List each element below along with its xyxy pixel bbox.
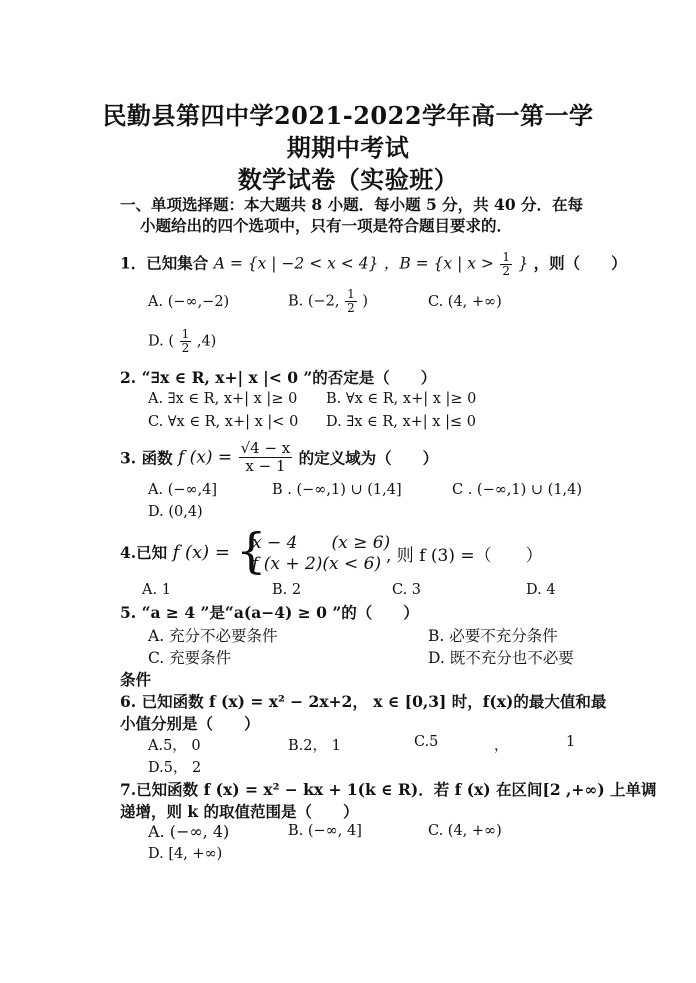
q1-frac-num: 1 — [502, 250, 510, 264]
q1-option-d-num: 1 — [181, 327, 190, 341]
q4-tail: , 则 f (3) =（ ） — [386, 546, 543, 566]
q3-prefix: 3. 函数 — [120, 448, 173, 468]
q7-option-d: D. [4, +∞) — [148, 846, 223, 862]
q6-option-a: A.5， 0 — [148, 738, 201, 754]
q1-option-a: A. (−∞,−2) — [148, 294, 230, 310]
q1-option-b-num: 1 — [347, 287, 355, 301]
section-heading-line-1: 一、单项选择题：本大题共 8 小题．每小题 5 分，共 40 分．在每 — [120, 195, 584, 214]
q6-option-d: D.5， 2 — [148, 760, 202, 776]
q2-option-d: D. ∃x ∈ R, x+| x |≤ 0 — [326, 414, 476, 430]
q4-option-b: B. 2 — [272, 582, 302, 598]
q1-option-d-fraction — [180, 328, 192, 355]
q4-fx: f (x) = — [172, 542, 230, 563]
q4-prefix-text: 4.已知 — [120, 543, 168, 562]
q5-option-b: B. 必要不充分条件 — [428, 627, 558, 645]
title-line-2: 期期中考试 — [286, 133, 410, 162]
q6-option-c-tail: 1 — [566, 734, 576, 750]
q6-stem-line-2: 小值分别是（ ） — [120, 714, 260, 733]
q1-option-c: C. (4, +∞) — [428, 294, 502, 310]
q4-option-a: A. 1 — [142, 582, 171, 598]
q1-option-b-pre: B. (−2, — [288, 293, 340, 310]
q5-option-a: A. 充分不必要条件 — [148, 627, 278, 645]
q3-stem — [120, 440, 438, 475]
q5-option-c: C. 充要条件 — [148, 649, 232, 667]
q3-tail: 的定义域为（ ） — [298, 448, 439, 468]
q7-stem-line-2: 递增，则 k 的取值范围是（ ） — [120, 802, 359, 821]
q1-prefix: 1．已知集合 — [120, 253, 209, 273]
q6-option-b: B.2， 1 — [288, 738, 341, 754]
q6-option-c-comma: ， — [494, 738, 509, 754]
q7-stem-line-1: 7.已知函数 f (x) = x² − kx + 1(k ∈ R)．若 f (x) 在区间[2 ,+∞) 上单调 — [120, 780, 657, 799]
q1-option-b-den: 2 — [347, 301, 355, 315]
q1-set-b-post: } — [518, 254, 529, 273]
q3-numerator: √4 − x — [240, 439, 291, 457]
q3-option-a: A. (−∞,4] — [148, 482, 218, 498]
q1-tail: ，则（ ） — [533, 253, 627, 273]
q1-frac-den: 2 — [502, 264, 510, 278]
q2-stem: 2. “∃x ∈ R, x+| x |< 0 ”的否定是（ ） — [120, 368, 437, 387]
q1-set-a: A = {x | −2 < x < 4} — [213, 254, 379, 273]
q5-option-d: D. 既不充分也不必要 — [428, 649, 574, 667]
q1-stem — [120, 251, 627, 278]
q3-fx: f (x) = — [177, 447, 233, 468]
q4-case-1: x − 4 (x ≥ 6) — [252, 533, 391, 553]
q2-option-c: C. ∀x ∈ R, x+| x |< 0 — [148, 414, 299, 430]
q3-option-b: B . (−∞,1) ∪ (1,4] — [272, 482, 402, 498]
q4-case-2: f (x + 2)(x < 6) — [252, 554, 382, 574]
q2-option-a: A. ∃x ∈ R, x+| x |≥ 0 — [148, 391, 298, 407]
q7-option-c: C. (4, +∞) — [428, 823, 502, 839]
q1-fraction — [500, 251, 512, 278]
q6-stem-line-1: 6. 已知函数 f (x) = x² − 2x+2， x ∈ [0,3] 时，f(x)的最大值和最 — [120, 692, 607, 711]
section-heading-line-2: 小题给出的四个选项中，只有一项是符合题目要求的． — [140, 216, 513, 235]
q1-option-b-fraction — [345, 288, 357, 315]
q4-prefix — [120, 541, 230, 563]
title-line-1: 民勤县第四中学2021-2022学年高一第一学 — [102, 101, 594, 130]
q7-option-b: B. (−∞, 4] — [288, 823, 362, 839]
q5-stem: 5. “a ≥ 4 ”是“a(a−4) ≥ 0 ”的（ ） — [120, 603, 419, 622]
q4-option-d: D. 4 — [526, 582, 556, 598]
title-line-3: 数学试卷（实验班） — [237, 165, 459, 194]
q4-brace: { — [236, 523, 267, 579]
q3-option-d: D. (0,4) — [148, 504, 203, 520]
q1-option-d — [148, 328, 216, 355]
q1-set-b-pre: ，B = {x | x > — [383, 254, 494, 273]
q7-option-a: A. (−∞, 4) — [148, 822, 230, 841]
q1-option-d-pre: D. ( — [148, 333, 174, 350]
q3-option-c: C . (−∞,1) ∪ (1,4) — [452, 482, 583, 498]
q2-option-b: B. ∀x ∈ R, x+| x |≥ 0 — [326, 391, 477, 407]
q6-option-c: C.5 — [414, 734, 439, 750]
q1-option-b — [288, 288, 368, 315]
q1-option-d-post: ,4) — [196, 333, 217, 350]
q3-denominator: x − 1 — [245, 457, 286, 475]
q5-option-d-continued: 条件 — [120, 670, 152, 689]
q1-option-d-den: 2 — [181, 341, 190, 355]
q4-option-c: C. 3 — [392, 582, 422, 598]
q1-option-b-post: ) — [362, 293, 369, 310]
q3-fraction — [239, 440, 293, 475]
